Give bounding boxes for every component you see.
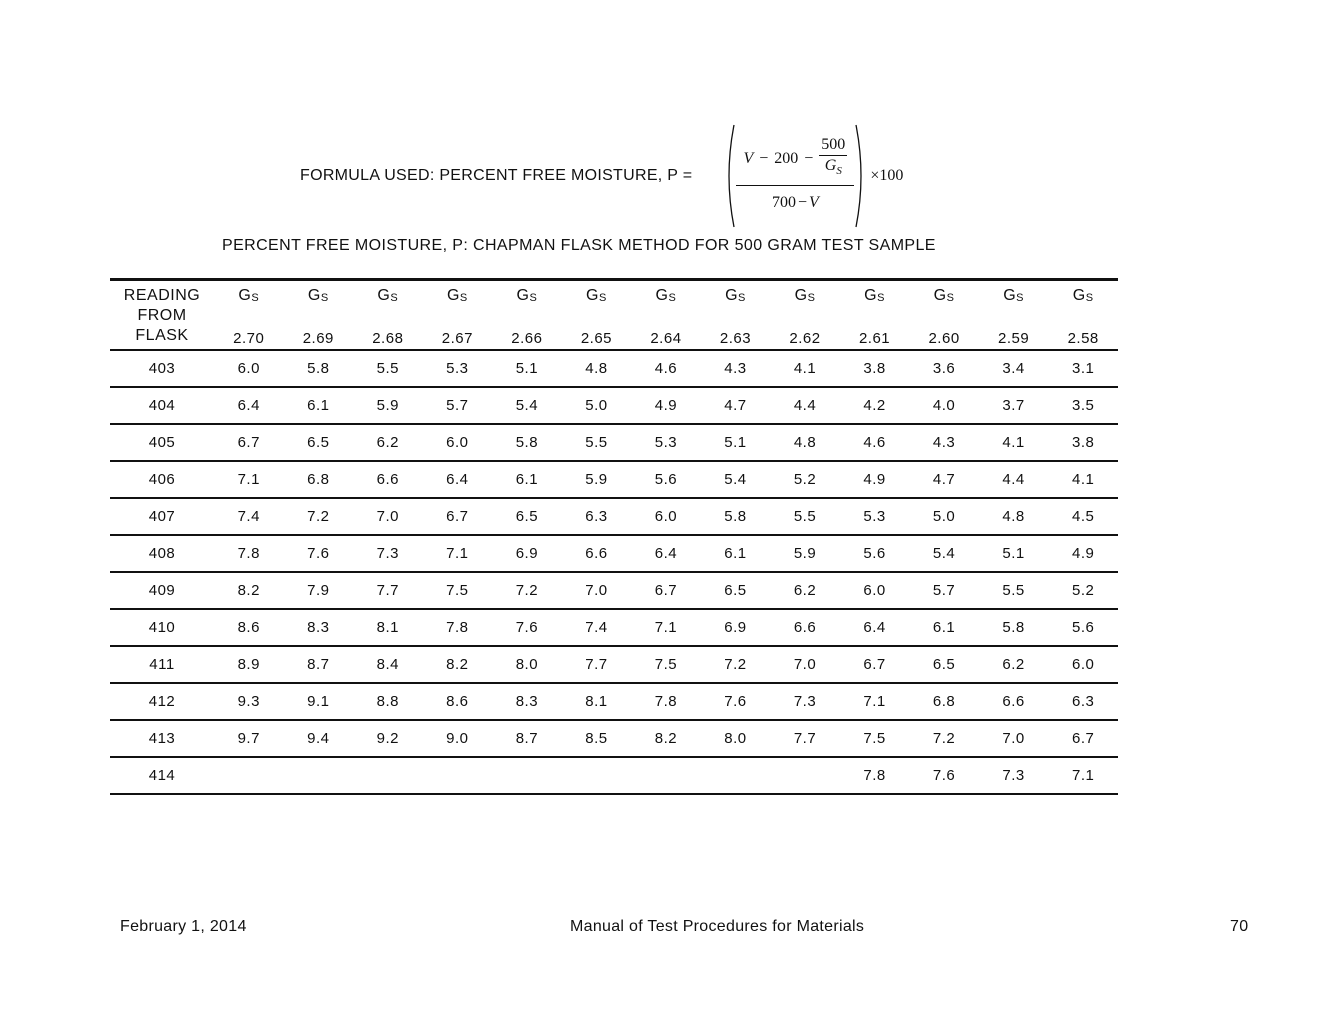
moisture-cell: 7.8: [863, 767, 886, 784]
minus-sign: −: [759, 149, 769, 167]
moisture-cell: 5.5: [585, 434, 608, 451]
moisture-cell: 4.3: [932, 434, 956, 451]
moisture-cell: 5.8: [307, 360, 330, 377]
moisture-cell: 4.6: [863, 434, 886, 451]
gs-symbol: $G_S$: [655, 287, 677, 304]
moisture-cell: 5.3: [654, 434, 678, 451]
moisture-cell: 5.5: [376, 360, 399, 377]
moisture-cell: 5.4: [515, 397, 539, 414]
inner-numerator: 500: [819, 137, 847, 156]
table-row: [110, 535, 1118, 572]
reading-cell: 408: [148, 545, 176, 562]
moisture-cell: [284, 757, 354, 794]
page-number: 70: [1230, 918, 1249, 935]
moisture-cell: 7.0: [793, 656, 817, 673]
moisture-cell: 5.9: [793, 545, 817, 562]
moisture-cell: 5.1: [724, 434, 747, 451]
moisture-cell: 7.7: [793, 730, 817, 747]
moisture-cell: 4.5: [1072, 508, 1095, 525]
gs-value: 2.64: [650, 330, 682, 347]
moisture-cell: 6.0: [654, 508, 678, 525]
moisture-cell: 7.1: [446, 545, 469, 562]
moisture-cell: 5.4: [724, 471, 747, 488]
moisture-cell: 7.3: [376, 545, 399, 562]
moisture-cell: 7.2: [932, 730, 956, 747]
moisture-cell: 6.5: [932, 656, 956, 673]
moisture-cell: 4.8: [585, 360, 608, 377]
moisture-cell: [353, 757, 423, 794]
table-row: [110, 387, 1118, 424]
fraction-denominator: [772, 186, 819, 220]
moisture-cell: 5.7: [446, 397, 469, 414]
moisture-cell: 4.8: [1002, 508, 1025, 525]
gs-header: [979, 280, 1049, 351]
moisture-cell: 9.2: [376, 730, 399, 747]
moisture-cell: 8.3: [307, 619, 330, 636]
reading-cell: 412: [148, 693, 176, 710]
moisture-cell: 4.7: [932, 471, 956, 488]
moisture-cell: 8.8: [376, 693, 399, 710]
gs-header: [353, 280, 423, 351]
denominator-variable: V: [809, 193, 819, 211]
main-fraction: [736, 133, 854, 220]
moisture-cell: 6.2: [1002, 656, 1025, 673]
moisture-cell: [423, 757, 493, 794]
reading-cell: 409: [148, 582, 176, 599]
moisture-cell: 8.6: [237, 619, 260, 636]
moisture-cell: 3.4: [1002, 360, 1025, 377]
formula-label: FORMULA USED: PERCENT FREE MOISTURE, P =: [300, 167, 693, 184]
moisture-cell: 5.9: [585, 471, 608, 488]
moisture-cell: 5.3: [446, 360, 469, 377]
moisture-cell: 7.1: [654, 619, 678, 636]
moisture-cell: 8.0: [724, 730, 747, 747]
table-row: [110, 609, 1118, 646]
moisture-cell: 5.9: [376, 397, 399, 414]
moisture-cell: [631, 757, 701, 794]
moisture-cell: 7.8: [237, 545, 260, 562]
minus-sign-2: −: [804, 149, 814, 167]
moisture-cell: 4.2: [863, 397, 886, 414]
moisture-cell: 5.8: [1002, 619, 1025, 636]
moisture-cell: 5.5: [793, 508, 817, 525]
moisture-cell: 8.1: [585, 693, 608, 710]
moisture-cell: 5.7: [932, 582, 956, 599]
moisture-cell: 7.6: [932, 767, 956, 784]
gs-symbol: $G_S$: [238, 287, 260, 304]
gs-value: 2.65: [580, 330, 613, 347]
gs-value: 2.60: [928, 330, 960, 347]
reading-header: [110, 280, 214, 351]
moisture-cell: 5.3: [863, 508, 886, 525]
reading-header-line-3: FLASK: [135, 327, 189, 344]
gs-header: [214, 280, 284, 351]
moisture-cell: 7.1: [237, 471, 260, 488]
gs-symbol: $G_S$: [794, 287, 816, 304]
moisture-cell: 4.6: [654, 360, 678, 377]
gs-value: 2.58: [1067, 330, 1099, 347]
moisture-cell: 8.7: [515, 730, 539, 747]
moisture-cell: 9.1: [307, 693, 330, 710]
moisture-cell: 8.6: [446, 693, 469, 710]
moisture-cell: 7.0: [1002, 730, 1025, 747]
left-paren: [722, 123, 736, 229]
gs-symbol: $G_S$: [516, 287, 538, 304]
moisture-cell: 6.2: [376, 434, 399, 451]
moisture-cell: 7.6: [724, 693, 747, 710]
gs-symbol: $G_S$: [586, 287, 607, 304]
moisture-cell: [214, 757, 284, 794]
gs-header: [562, 280, 632, 351]
moisture-cell: 9.0: [446, 730, 469, 747]
moisture-cell: 4.1: [793, 360, 817, 377]
gs-header: [423, 280, 493, 351]
moisture-cell: 8.7: [307, 656, 330, 673]
moisture-cell: 6.3: [585, 508, 608, 525]
moisture-cell: 8.0: [515, 656, 539, 673]
moisture-cell: 7.1: [1072, 767, 1095, 784]
moisture-cell: 5.1: [515, 360, 539, 377]
moisture-cell: 6.9: [724, 619, 747, 636]
moisture-cell: 8.4: [376, 656, 399, 673]
moisture-cell: 4.4: [793, 397, 817, 414]
gs-header: [770, 280, 840, 351]
moisture-cell: 5.6: [863, 545, 886, 562]
gs-header: [1048, 280, 1118, 351]
moisture-cell: 6.7: [654, 582, 678, 599]
moisture-cell: 7.8: [446, 619, 469, 636]
moisture-table: [110, 278, 1118, 795]
table-row: [110, 572, 1118, 609]
moisture-cell: 8.2: [654, 730, 678, 747]
moisture-cell: 6.0: [446, 434, 469, 451]
moisture-cell: 5.0: [932, 508, 956, 525]
moisture-cell: 7.7: [376, 582, 399, 599]
formula: [300, 120, 940, 232]
moisture-cell: 5.4: [932, 545, 956, 562]
reading-header-line-1: READING: [123, 287, 201, 304]
gs-value: 2.67: [441, 330, 473, 347]
moisture-cell: 6.1: [515, 471, 539, 488]
table-row: [110, 720, 1118, 757]
denominator-minus: −: [797, 193, 807, 211]
gs-header: [492, 280, 562, 351]
moisture-cell: 5.6: [654, 471, 678, 488]
moisture-cell: 6.1: [932, 619, 956, 636]
table-body: [110, 350, 1118, 794]
moisture-cell: 7.0: [376, 508, 399, 525]
gs-value: 2.66: [511, 330, 543, 347]
moisture-cell: 4.4: [1002, 471, 1025, 488]
reading-cell: 413: [148, 730, 176, 747]
gs-value: 2.59: [998, 330, 1030, 347]
moisture-cell: 6.9: [515, 545, 539, 562]
reading-header-line-2: FROM: [137, 307, 187, 324]
moisture-cell: [492, 757, 562, 794]
moisture-cell: 6.6: [793, 619, 817, 636]
moisture-cell: 6.2: [793, 582, 817, 599]
moisture-cell: 7.2: [307, 508, 330, 525]
right-paren: [854, 123, 868, 229]
moisture-cell: 4.9: [654, 397, 678, 414]
gs-value: 2.69: [302, 330, 334, 347]
moisture-cell: 6.6: [376, 471, 399, 488]
moisture-cell: 3.7: [1002, 397, 1025, 414]
moisture-cell: 7.8: [654, 693, 678, 710]
table-row: [110, 683, 1118, 720]
moisture-cell: 6.7: [237, 434, 260, 451]
reading-cell: 407: [148, 508, 176, 525]
gs-symbol: $G_S$: [725, 287, 746, 304]
moisture-cell: 8.1: [376, 619, 399, 636]
moisture-cell: 5.5: [1002, 582, 1025, 599]
moisture-cell: 7.5: [446, 582, 469, 599]
reading-cell: 410: [148, 619, 176, 636]
moisture-cell: 6.8: [307, 471, 330, 488]
reading-cell: 406: [148, 471, 176, 488]
constant-200: 200: [774, 149, 799, 167]
moisture-cell: 6.5: [724, 582, 747, 599]
moisture-cell: 3.8: [1072, 434, 1095, 451]
multiplier: ×100: [870, 167, 904, 184]
moisture-cell: [562, 757, 632, 794]
moisture-cell: 3.5: [1072, 397, 1095, 414]
moisture-cell: 6.0: [863, 582, 886, 599]
moisture-cell: 6.4: [654, 545, 678, 562]
moisture-cell: 4.9: [863, 471, 886, 488]
moisture-cell: 6.7: [1072, 730, 1095, 747]
moisture-cell: 7.7: [585, 656, 608, 673]
gs-header: [284, 280, 354, 351]
gs-symbol: $G_S$: [307, 287, 329, 304]
moisture-cell: 7.2: [515, 582, 539, 599]
moisture-cell: 7.3: [1002, 767, 1025, 784]
moisture-cell: 9.3: [237, 693, 260, 710]
reading-cell: 403: [148, 360, 176, 377]
gs-value: 2.61: [858, 330, 891, 347]
moisture-cell: 5.2: [1072, 582, 1095, 599]
moisture-cell: 4.1: [1002, 434, 1025, 451]
moisture-cell: 8.3: [515, 693, 539, 710]
inner-fraction: [819, 137, 847, 179]
table-row: [110, 350, 1118, 387]
gs-header: [840, 280, 910, 351]
table-row: [110, 757, 1118, 794]
table-header-row: [110, 280, 1118, 351]
table-row: [110, 646, 1118, 683]
gs-value: 2.68: [372, 330, 404, 347]
moisture-cell: 8.2: [237, 582, 260, 599]
moisture-cell: 7.9: [307, 582, 330, 599]
moisture-cell: 6.0: [1072, 656, 1095, 673]
moisture-cell: 5.6: [1072, 619, 1095, 636]
moisture-cell: 3.6: [932, 360, 956, 377]
numerator-variable: V: [743, 149, 754, 167]
moisture-cell: 6.0: [237, 360, 260, 377]
footer-date: February 1, 2014: [120, 918, 247, 935]
moisture-cell: 8.9: [237, 656, 260, 673]
gs-symbol: $G_S$: [1003, 287, 1024, 304]
moisture-cell: 5.2: [793, 471, 817, 488]
fraction-numerator: [739, 133, 851, 185]
moisture-cell: 6.8: [932, 693, 956, 710]
moisture-cell: 6.5: [307, 434, 330, 451]
moisture-cell: 4.8: [793, 434, 817, 451]
moisture-cell: 5.1: [1002, 545, 1025, 562]
moisture-cell: [701, 757, 771, 794]
moisture-cell: 7.5: [654, 656, 678, 673]
gs-value: 2.63: [719, 330, 752, 347]
moisture-cell: 4.7: [724, 397, 747, 414]
moisture-cell: 6.7: [446, 508, 469, 525]
moisture-cell: 7.3: [793, 693, 817, 710]
moisture-cell: 3.1: [1072, 360, 1095, 377]
moisture-cell: 4.3: [724, 360, 747, 377]
reading-cell: 405: [148, 434, 176, 451]
moisture-cell: 4.0: [932, 397, 956, 414]
table-title: PERCENT FREE MOISTURE, P: CHAPMAN FLASK METHOD FOR 500 GRAM TEST SAMPLE: [222, 237, 936, 254]
table-row: [110, 424, 1118, 461]
denominator-constant: 700: [771, 193, 796, 211]
moisture-cell: 7.1: [863, 693, 886, 710]
moisture-cell: 7.2: [724, 656, 747, 673]
moisture-cell: 9.7: [237, 730, 260, 747]
moisture-cell: 6.6: [1002, 693, 1025, 710]
table-row: [110, 498, 1118, 535]
moisture-cell: 6.1: [724, 545, 747, 562]
moisture-cell: 6.4: [237, 397, 260, 414]
reading-cell: 411: [149, 656, 175, 673]
gs-header: [909, 280, 979, 351]
gs-symbol: $G_S$: [377, 287, 399, 304]
gs-symbol: $G_S$: [446, 287, 468, 304]
moisture-cell: 6.4: [446, 471, 469, 488]
gs-value: 2.62: [789, 330, 821, 347]
moisture-cell: 9.4: [307, 730, 330, 747]
gs-value: 2.70: [233, 330, 265, 347]
moisture-cell: 6.5: [515, 508, 539, 525]
moisture-cell: 5.8: [724, 508, 747, 525]
moisture-cell: 8.5: [585, 730, 608, 747]
moisture-cell: 7.6: [515, 619, 539, 636]
moisture-cell: 5.8: [515, 434, 539, 451]
gs-header: [631, 280, 701, 351]
table-row: [110, 461, 1118, 498]
reading-cell: 404: [148, 397, 176, 414]
moisture-cell: 6.3: [1072, 693, 1095, 710]
moisture-cell: 3.8: [863, 360, 886, 377]
moisture-cell: 7.5: [863, 730, 886, 747]
moisture-cell: 5.0: [585, 397, 608, 414]
moisture-cell: 7.4: [585, 619, 608, 636]
moisture-cell: 4.1: [1072, 471, 1095, 488]
moisture-cell: 6.7: [863, 656, 886, 673]
moisture-cell: 4.9: [1072, 545, 1095, 562]
moisture-cell: 6.1: [307, 397, 330, 414]
moisture-cell: 6.6: [585, 545, 608, 562]
moisture-cell: 7.4: [237, 508, 260, 525]
moisture-cell: [770, 757, 840, 794]
moisture-cell: 8.2: [446, 656, 469, 673]
inner-denominator: $G_S$: [824, 157, 842, 178]
gs-symbol: $G_S$: [933, 287, 955, 304]
footer-title: Manual of Test Procedures for Materials: [570, 918, 865, 935]
moisture-cell: 6.4: [863, 619, 886, 636]
gs-symbol: $G_S$: [1072, 287, 1094, 304]
moisture-cell: 7.6: [307, 545, 330, 562]
gs-symbol: $G_S$: [864, 287, 885, 304]
reading-cell: 414: [148, 767, 176, 784]
gs-header: [701, 280, 771, 351]
moisture-cell: 7.0: [585, 582, 608, 599]
